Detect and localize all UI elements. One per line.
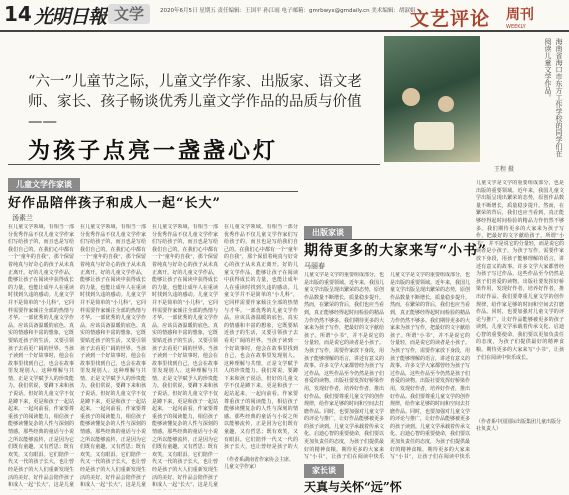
photo-credit: 王程 摄 — [494, 166, 514, 173]
section-tag: 文学 — [108, 4, 150, 24]
photo-book — [414, 122, 454, 150]
mid-article-note: （作者系中国国际出版集团儿童出版分社负责人） — [476, 419, 562, 432]
right-column-body: 儿童文学是文学的重要组成部分，也是出版的重要领域。近年来，我国儿童文学出版呈现出繁荣的态势，原创作品数量不断增长，质量稳步提升。然而，在繁荣的背后，我们也应当看到，真正能够经得起时间检验的精品力作仍然不够多。我们期待更多的大家来为孩子写作，把最好的文字献给孩子。所谓“小书”，并不是说它的分量轻，而是说它的读者是小孩子。为孩子写作，需要作家放下身段，用孩子能够理解的语言，讲述有意义的故事。许多文学大家都曾经为孩子写过作品，这些作品至今仍然是孩子们喜爱的读物。出版社要发挥好桥梁作用，发现好作者，培养好作者，推出好作品。我们要尊重儿童文学的创作规律，给作家足够的时间和空间去打磨作品。同时，也要加强对儿童文学的评论与推广，让好作品能够被更多的孩子读到。儿童文学承载着传承文化、启迪心智的重要使命，我们要以更加负责任的态度，为孩子们提供最好的精神食粮。期待更多的大家来写“小书”，让孩子们在阅读中快乐成长。 — [476, 180, 564, 361]
divider — [8, 164, 380, 165]
mid-article-author: 马丽春 — [304, 262, 325, 270]
header-info-line: 2020年6月5日 星期五 责任编辑：王国平 孙江雨 电子邮箱：gmrbwyx@gmdaily.cn 美术编辑：胡淑娟 — [160, 8, 416, 14]
column-label-en: WEEKLY — [506, 24, 526, 30]
left-article-note: （作者系湖南省作家协会主席、儿童文学作家） — [224, 457, 295, 470]
left-article-body: 在儿童文学领域，有相当一部分优秀作品不仅儿童文学作家们写给孩子的，而且也是写给我们自己的。在我们心中都有一个“童年的自我”，那个保留着纯真与好奇心的孩子从未真正离开。好的儿童文学作品，能够让孩子在阅读中获得成长的力量，也能让成年人在重读时找到久违的感动。儿童文学并不是简单的“小儿科”，它同样需要作家倾注全部的热情与才华。一部优秀的儿童文学作品，应该具备温暖的底色、真实的情感和丰富的想象，它既要贴近孩子的生活，又要引领孩子去看更广阔的世界。当孩子读到一个好故事时，他会在故事里找到自己，也会在故事里发现别人。这种理解与共情，正是文学赋予人的珍贵能力。我们常说，要蹲下来和孩子说话，但好的儿童文学不仅是蹲下来，更是和孩子一起站起来，一起向前看。作家要尊重孩子的阅读能力，相信孩子能够读懂复杂的人性与深刻的情感。那些经典的童话与小说之所以能够流传，正是因为它们既有童趣，又有哲思；既有欢笑，又有眼泪。它们陪伴一代又一代的孩子长大，也让曾经是孩子的大人们重新发现生活的美好。好作品会陪伴孩子和成人一起“长大”，这是儿童 — [152, 224, 218, 489]
photo-caption: 海南省海口市东方工作学校的同学们在阅读儿童文学作品。 — [544, 38, 563, 157]
feature-photo — [384, 36, 480, 162]
left-section-banner: 儿童文学作家谈 — [8, 178, 80, 192]
column-title: 文艺评论 — [410, 8, 491, 30]
left-article-body: 在儿童文学领域，有相当一部分优秀作品不仅儿童文学作家们写给孩子的，而且也是写给我们自己的。在我们心中都有一个“童年的自我”，那个保留着纯真与好奇心的孩子从未真正离开。好的儿童文学作品，能够让孩子在阅读中获得成长的力量，也能让成年人在重读时找到久违的感动。儿童文学并不是简单的“小儿科”，它同样需要作家倾注全部的热情与才华。一部优秀的儿童文学作品，应该具备温暖的底色、真实的情感和丰富的想象，它既要贴近孩子的生活，又要引领孩子去看更广阔的世界。当孩子读到一个好故事时，他会在故事里找到自己，也会在故事里发现别人。这种理解与共情，正是文学赋予人的珍贵能力。我们常说，要蹲下来和孩子说话，但好的儿童文学不仅是蹲下来，更是和孩子一起站起来，一起向前看。作家要尊重孩子的阅读能力，相信孩子能够读懂复杂的人性与深刻的情感。那些经典的童话与小说之所以能够流传，正是因为它们既有童趣，又有哲思；既有欢笑，又有眼泪。它们陪伴一代又一代的孩子长大，也让曾经是孩子的大 — [224, 224, 298, 450]
mid-article-body: 儿童文学是文学的重要组成部分，也是出版的重要领域。近年来，我国儿童文学出版呈现出繁荣的态势，原创作品数量不断增长，质量稳步提升。然而，在繁荣的背后，我们也应当看到，真正能够经得起时间检验的精品力作仍然不够多。我们期待更多的大家来为孩子写作，把最好的文字献给孩子。所谓“小书”，并不是说它的分量轻，而是说它的读者是小孩子。为孩子写作，需要作家放下身段，用孩子能够理解的语言，讲述有意义的故事。许多文学大家都曾经为孩子写过作品，这些作品至今仍然是孩子们喜爱的读物。出版社要发挥好桥梁作用，发现好作者，培养好作者，推出好作品。我们要尊重儿童文学的创作规律，给作家足够的时间和空间去打磨作品。同时，也要加强对儿童文学的评论与推广，让好作品能够被更多的孩子读到。儿童文学承载着传承文化、启迪心智的重要使命，我们要以更加负责任的态度，为孩子们提供最好的精神食粮。期待更多的大家来写“小书”，让孩子们在阅读中快乐 — [304, 272, 384, 460]
photo-figure — [438, 96, 454, 112]
left-article-body: 在儿童文学领域，有相当一部分优秀作品不仅儿童文学作家们写给孩子的，而且也是写给我们自己的。在我们心中都有一个“童年的自我”，那个保留着纯真与好奇心的孩子从未真正离开。好的儿童文学作品，能够让孩子在阅读中获得成长的力量，也能让成年人在重读时找到久违的感动。儿童文学并不是简单的“小儿科”，它同样需要作家倾注全部的热情与才华。一部优秀的儿童文学作品，应该具备温暖的底色、真实的情感和丰富的想象，它既要贴近孩子的生活，又要引领孩子去看更广阔的世界。当孩子读到一个好故事时，他会在故事里找到自己，也会在故事里发现别人。这种理解与共情，正是文学赋予人的珍贵能力。我们常说，要蹲下来和孩子说话，但好的儿童文学不仅是蹲下来，更是和孩子一起站起来，一起向前看。作家要尊重孩子的阅读能力，相信孩子能够读懂复杂的人性与深刻的情感。那些经典的童话与小说之所以能够流传，正是因为它们既有童趣，又有哲思；既有欢笑，又有眼泪。它们陪伴一代又一代的孩子长大，也让曾经是孩子的大人们重新发现生活的美好。好作品会陪伴孩子和成人一起“长大”，这是儿童 — [80, 224, 146, 489]
mid-section-banner: 出版家谈 — [304, 226, 352, 240]
left-article-author: 汤素兰 — [12, 214, 33, 222]
bottom-article-title: 天真与关怀“远”怀 — [304, 480, 402, 494]
left-article-title: 好作品陪伴孩子和成人一起“长大” — [8, 196, 221, 211]
masthead-logo: 光明日報 — [34, 6, 107, 28]
mid-article-body: 儿童文学是文学的重要组成部分，也是出版的重要领域。近年来，我国儿童文学出版呈现出繁荣的态势，原创作品数量不断增长，质量稳步提升。然而，在繁荣的背后，我们也应当看到，真正能够经得起时间检验的精品力作仍然不够多。我们期待更多的大家来为孩子写作，把最好的文字献给孩子。所谓“小书”，并不是说它的分量轻，而是说它的读者是小孩子。为孩子写作，需要作家放下身段，用孩子能够理解的语言，讲述有意义的故事。许多文学大家都曾经为孩子写过作品，这些作品至今仍然是孩子们喜爱的读物。出版社要发挥好桥梁作用，发现好作者，培养好作者，推出好作品。我们要尊重儿童文学的创作规律，给作家足够的时间和空间去打磨作品。同时，也要加强对儿童文学的评论与推广，让好作品能够被更多的孩子读到。儿童文学承载着传承文化、启迪心智的重要使命，我们要以更加负责任的态度，为孩子们提供最好的精神食粮。期待更多的大家来写“小书”，让孩子们在阅读中快乐 — [390, 272, 470, 460]
bottom-section-banner: 家长谈 — [304, 464, 344, 478]
feature-intro: “六一”儿童节之际，儿童文学作家、出版家、语文老师、家长、孩子畅谈优秀儿童文学作品的品质与价值—— — [28, 74, 362, 130]
page-number: 14 — [4, 2, 32, 26]
mid-article-title: 期待更多的大家来写“小书” — [304, 243, 488, 259]
left-article-body: 在儿童文学领域，有相当一部分优秀作品不仅儿童文学作家们写给孩子的，而且也是写给我们自己的。在我们心中都有一个“童年的自我”，那个保留着纯真与好奇心的孩子从未真正离开。好的儿童文学作品，能够让孩子在阅读中获得成长的力量，也能让成年人在重读时找到久违的感动。儿童文学并不是简单的“小儿科”，它同样需要作家倾注全部的热情与才华。一部优秀的儿童文学作品，应该具备温暖的底色、真实的情感和丰富的想象，它既要贴近孩子的生活，又要引领孩子去看更广阔的世界。当孩子读到一个好故事时，他会在故事里找到自己，也会在故事里发现别人。这种理解与共情，正是文学赋予人的珍贵能力。我们常说，要蹲下来和孩子说话，但好的儿童文学不仅是蹲下来，更是和孩子一起站起来，一起向前看。作家要尊重孩子的阅读能力，相信孩子能够读懂复杂的人性与深刻的情感。那些经典的童话与小说之所以能够流传，正是因为它们既有童趣，又有哲思；既有欢笑，又有眼泪。它们陪伴一代又一代的孩子长大，也让曾经是孩子的大人们重新发现生活的美好。好作品会陪伴孩子和成人一起“长大”，这是儿童 — [8, 224, 74, 489]
column-label-block — [506, 4, 546, 30]
column-label: 周刊 — [506, 7, 534, 23]
feature-headline: 为孩子点亮一盏盏心灯 — [28, 138, 279, 164]
photo-figure — [402, 88, 420, 106]
